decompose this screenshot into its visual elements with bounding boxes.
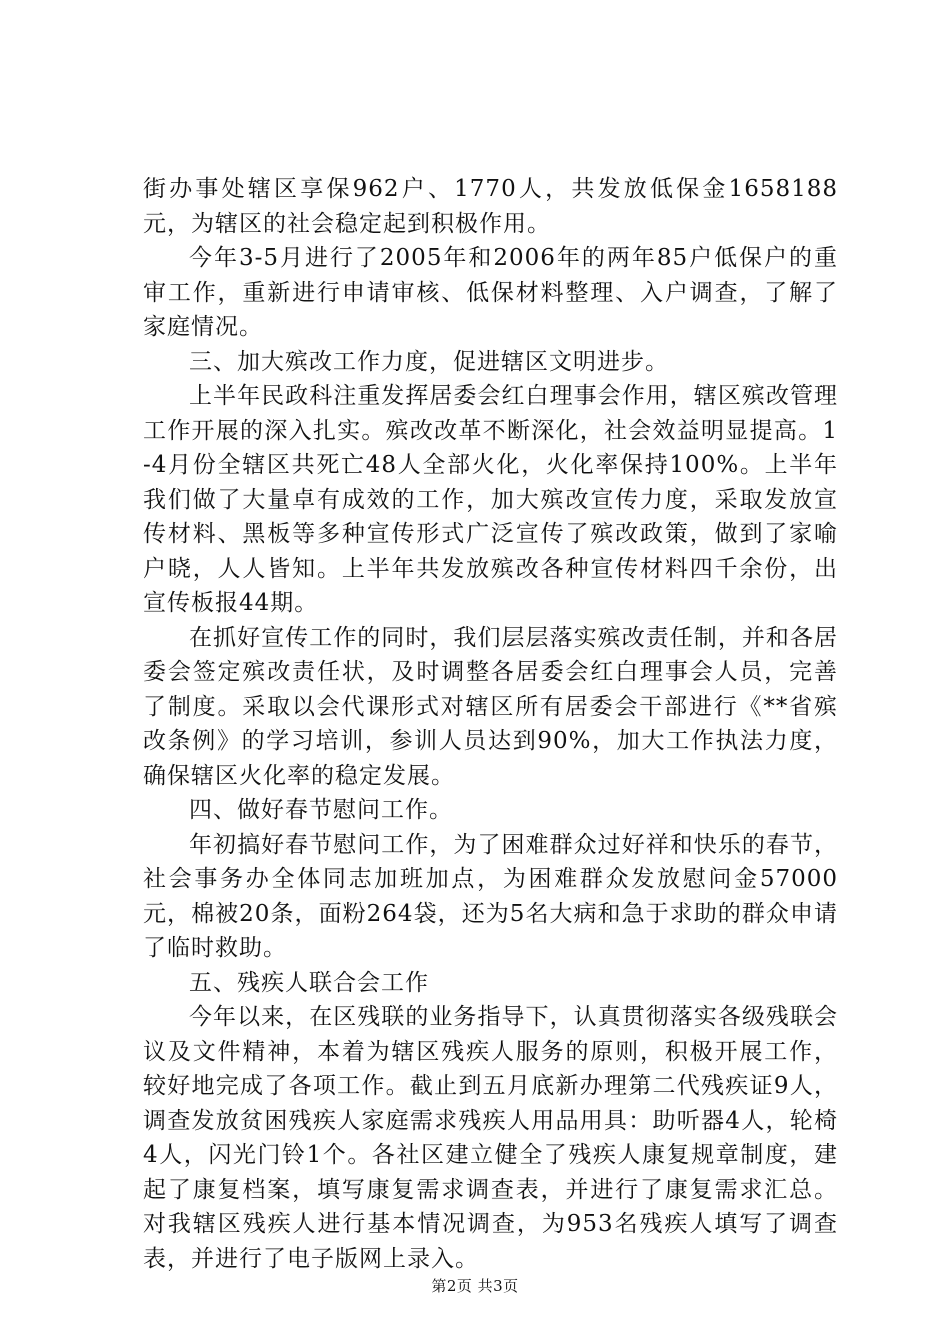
page-footer [0,1276,950,1296]
paragraph-continuation: 街办事处辖区享保962户、1770人，共发放低保金1658188元，为辖区的社会稳定起到积极作用。 [143,176,838,237]
section-heading-disabled-federation: 五、残疾人联合会工作 [189,969,429,996]
paragraph-funeral-reform: 上半年民政科注重发挥居委会红白理事会作用，辖区殡改管理工作开展的深入扎实。殡改改革不断深化，社会效益明显提高。1-4月份全辖区共死亡48人全部火化，火化率保持100%。上半年我们做了大量卓有成效的工作，加大殡改宣传力度，采取发放宣传材料、黑板等多种宣传形式广泛宣传了殡改政策，做到了家喻户晓，人人皆知。上半年共发放殡改各种宣传材料四千余份，出宣传板报44期。 [143,383,838,616]
paragraph-responsibility-system: 在抓好宣传工作的同时，我们层层落实殡改责任制，并和各居委会签定殡改责任状，及时调整各居委会红白理事会人员，完善了制度。采取以会代课形式对辖区所有居委会干部进行《**省殡改条例》的学习培训，参训人员达到90%，加大工作执法力度，确保辖区火化率的稳定发展。 [143,624,838,789]
document-body [143,172,838,1276]
section-heading-funeral-reform: 三、加大殡改工作力度，促进辖区文明进步。 [189,348,669,375]
paragraph-disabled-federation: 今年以来，在区残联的业务指导下，认真贯彻落实各级残联会议及文件精神，本着为辖区残疾人服务的原则，积极开展工作，较好地完成了各项工作。截止到五月底新办理第二代残疾证9人，调查发放贫困残疾人家庭需求残疾人用品用具：助听器4人，轮椅4人，闪光门铃1个。各社区建立健全了残疾人康复规章制度，建起了康复档案，填写康复需求调查表，并进行了康复需求汇总。对我辖区残疾人进行基本情况调查，为953名残疾人填写了调查表，并进行了电子版网上录入。 [143,1004,838,1272]
paragraph-spring-festival: 年初搞好春节慰问工作，为了困难群众过好祥和快乐的春节，社会事务办全体同志加班加点，为困难群众发放慰问金57000元，棉被20条，面粉264袋，还为5名大病和急于求助的群众申请了临时救助。 [143,831,838,961]
paragraph-review-work: 今年3-5月进行了2005年和2006年的两年85户低保户的重审工作，重新进行申请审核、低保材料整理、入户调查，了解了家庭情况。 [143,245,838,340]
section-heading-spring-festival: 四、做好春节慰问工作。 [189,797,453,823]
page-number-label: 第2页 共3页 [431,1277,519,1295]
